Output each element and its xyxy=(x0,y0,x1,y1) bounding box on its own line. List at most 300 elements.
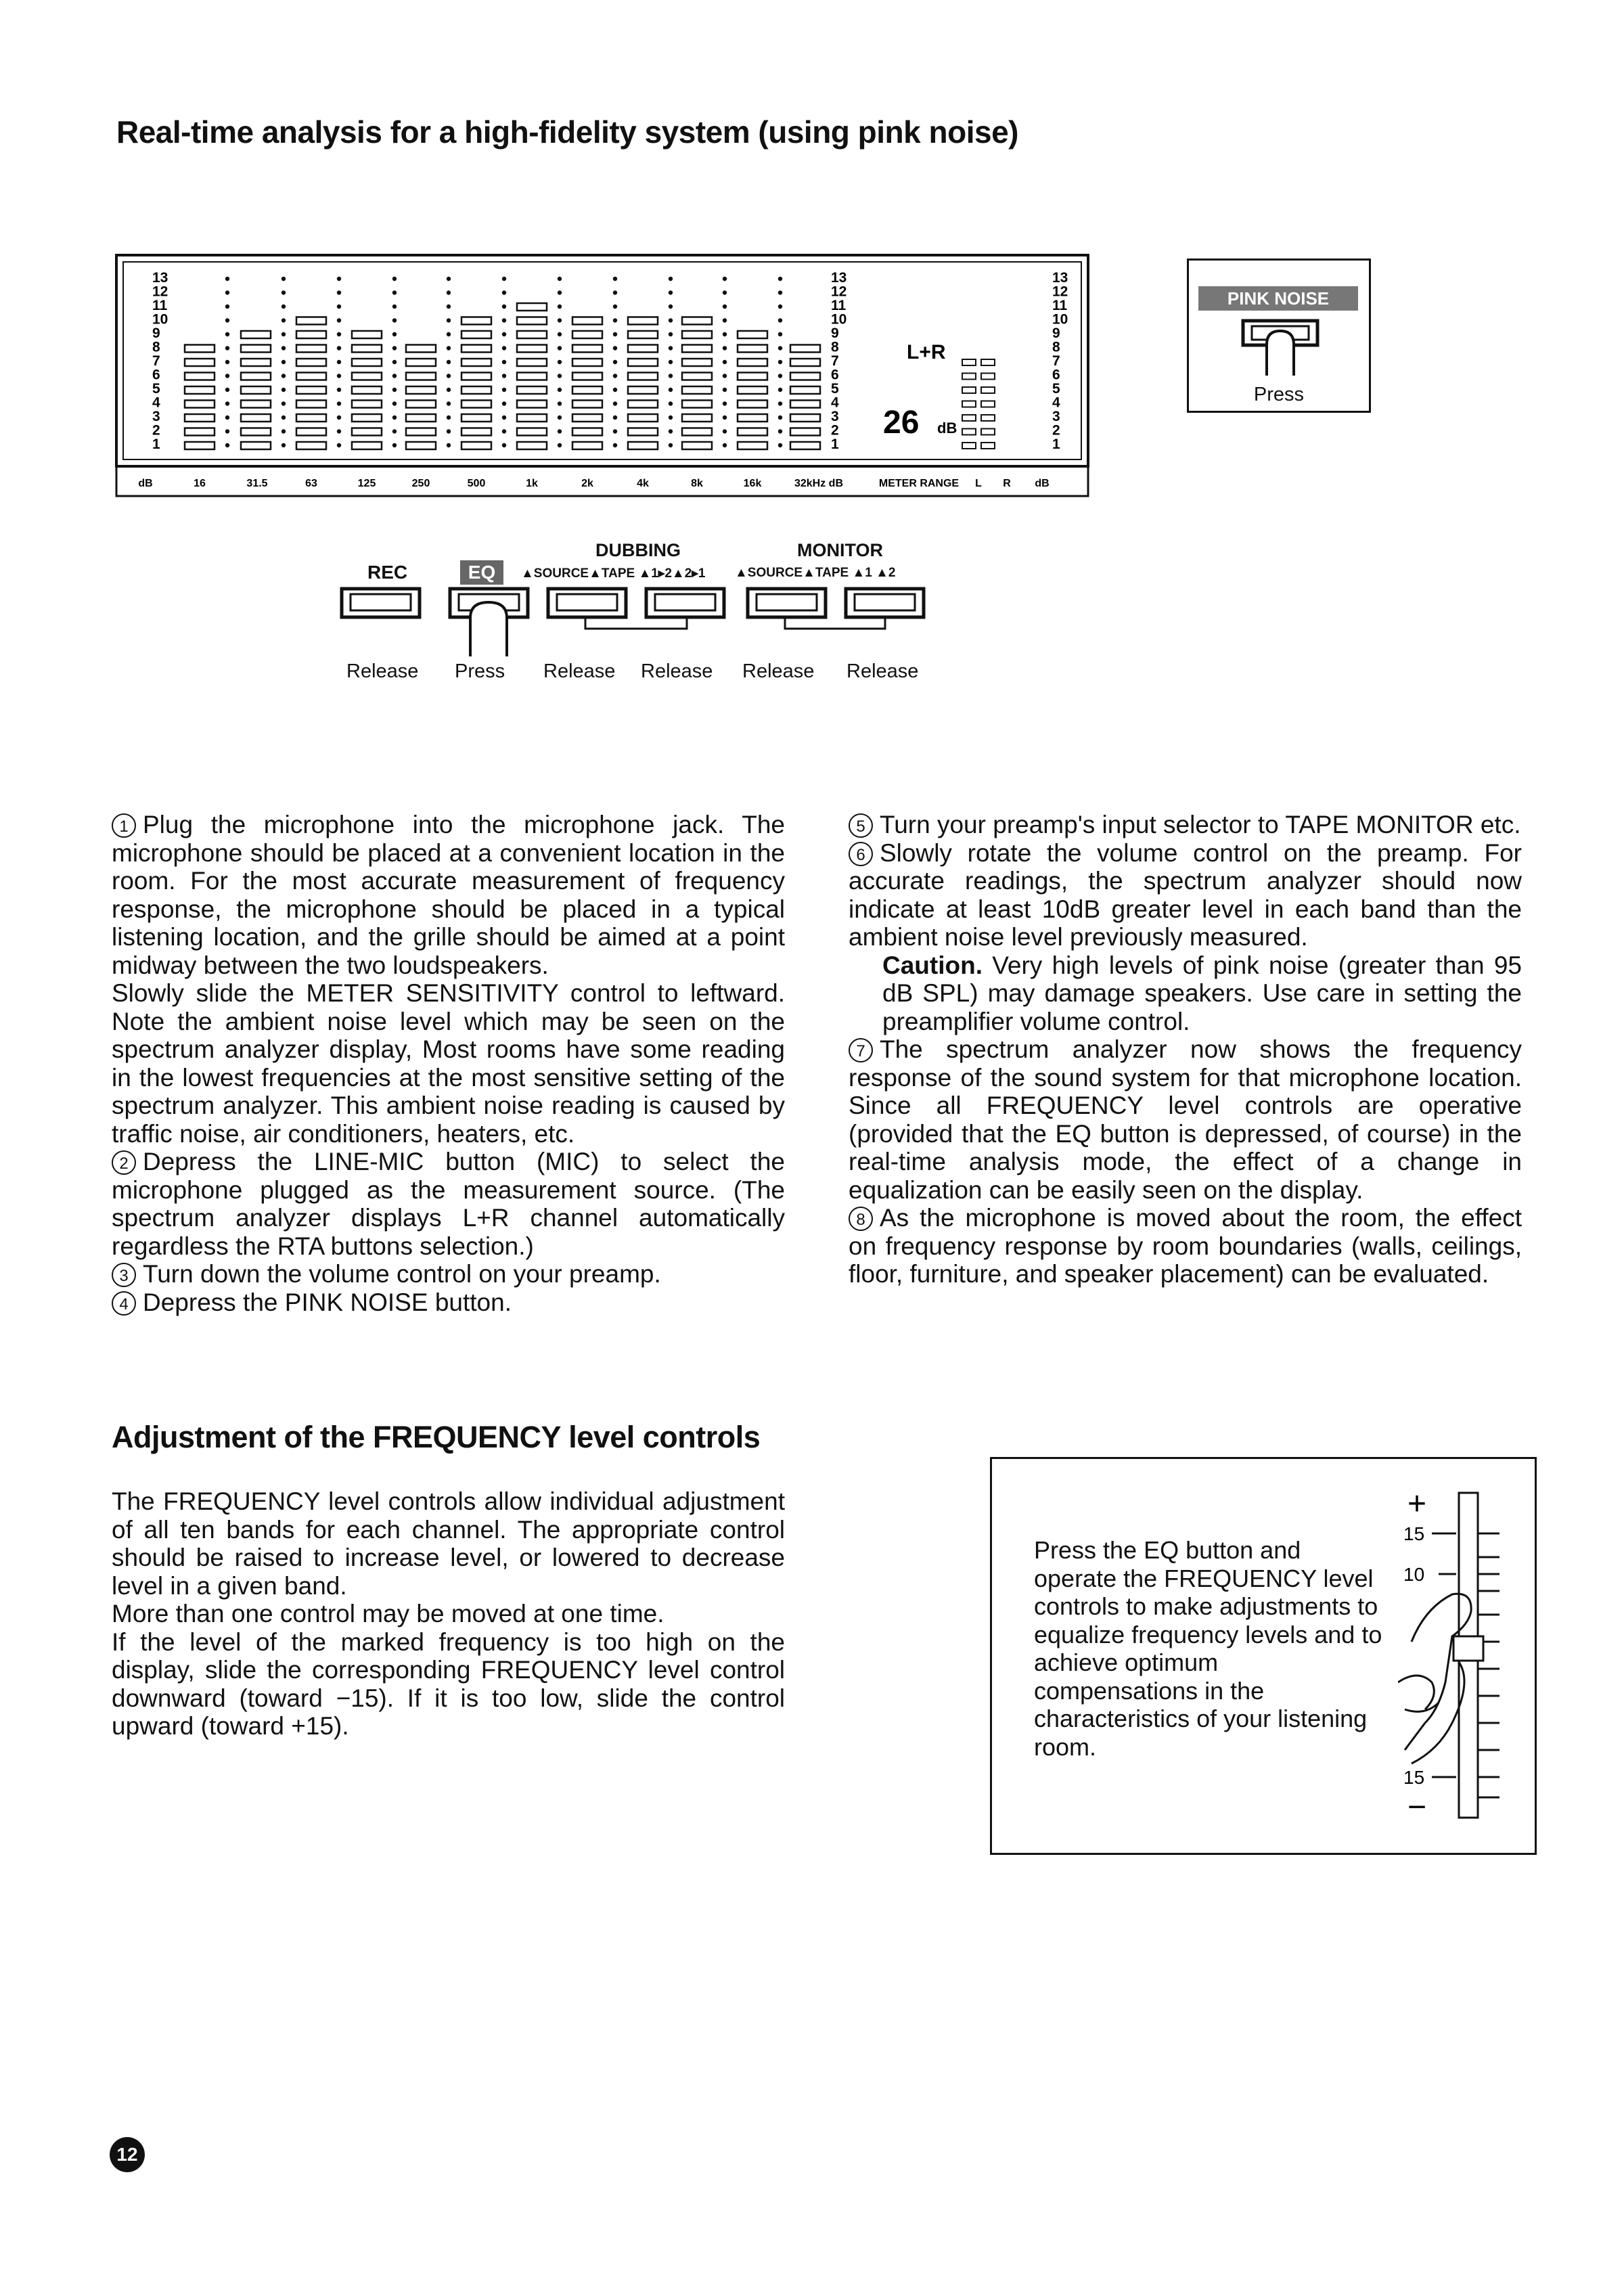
spectrum-grid-dot xyxy=(447,332,451,336)
spectrum-grid-dot xyxy=(558,388,562,392)
spectrum-grid-dot xyxy=(778,429,782,433)
dubbing-label: DUBBING xyxy=(595,540,681,560)
dubbing-source-state: Release xyxy=(543,660,616,682)
level-tick-label: 5 xyxy=(1052,381,1060,397)
spectrum-bar-segment xyxy=(241,401,271,408)
meter-range-segment xyxy=(962,429,976,435)
frequency-label: 2k xyxy=(581,478,593,489)
spectrum-grid-dot xyxy=(669,443,673,447)
spectrum-grid-dot xyxy=(669,388,673,392)
spectrum-bar-segment xyxy=(352,386,382,394)
spectrum-grid-dot xyxy=(502,374,506,378)
level-tick-label: 12 xyxy=(831,284,847,300)
spectrum-grid-dot xyxy=(558,443,562,447)
level-scale-left xyxy=(152,270,168,452)
spectrum-grid-dot xyxy=(778,416,782,420)
level-tick-label: 4 xyxy=(152,395,160,411)
spectrum-grid-dot xyxy=(337,305,341,309)
spectrum-grid-dot xyxy=(778,318,782,322)
meter-range-segment xyxy=(962,401,976,407)
rec-label: REC xyxy=(367,562,408,583)
spectrum-bar-segment xyxy=(185,401,215,408)
level-tick-label: 3 xyxy=(1052,409,1060,424)
spectrum-bar-segment xyxy=(241,428,271,436)
level-tick-label: 10 xyxy=(1052,311,1068,328)
spectrum-bar-segment xyxy=(406,414,436,422)
spectrum-bar-segment xyxy=(682,401,712,408)
spectrum-grid-dot xyxy=(613,277,617,281)
spectrum-grid-dot xyxy=(225,305,229,309)
step-number-5: 5 xyxy=(849,813,873,838)
right-column xyxy=(849,811,1522,1288)
level-tick-label: 7 xyxy=(1052,353,1060,369)
spectrum-bar-segment xyxy=(738,359,767,366)
spectrum-grid-dot xyxy=(613,388,617,392)
spectrum-bar-segment xyxy=(628,414,658,422)
frequency-label: 16 xyxy=(194,478,206,489)
rta-title: Real-time analysis for a high-fidelity system (using pink noise) xyxy=(116,114,1018,150)
level-tick-label: 13 xyxy=(1052,270,1068,286)
spectrum-bar-segment xyxy=(517,345,547,353)
spectrum-grid-dot xyxy=(281,332,286,336)
spectrum-grid-dot xyxy=(392,277,397,281)
bar-layer xyxy=(185,277,995,449)
spectrum-bar-segment xyxy=(682,442,712,449)
spectrum-grid-dot xyxy=(558,290,562,294)
readout-value: 26 xyxy=(883,405,920,441)
step-4: 4 Depress the PINK NOISE button. xyxy=(112,1288,785,1317)
spectrum-bar-segment xyxy=(682,331,712,338)
eq-label: EQ xyxy=(460,560,503,585)
spectrum-grid-dot xyxy=(337,318,341,322)
spectrum-bar-segment xyxy=(406,442,436,449)
level-tick-label: 9 xyxy=(152,325,160,341)
spectrum-grid-dot xyxy=(723,443,727,447)
meter-range-segment xyxy=(962,387,976,393)
spectrum-bar-segment xyxy=(352,401,382,408)
step-3: 3 Turn down the volume control on your preamp. xyxy=(112,1260,785,1288)
spectrum-bar-segment xyxy=(628,373,658,380)
spectrum-grid-dot xyxy=(392,443,397,447)
spectrum-grid-dot xyxy=(337,290,341,294)
spectrum-bar-segment xyxy=(682,317,712,325)
step-number-2: 2 xyxy=(112,1150,136,1175)
spectrum-grid-dot xyxy=(723,360,727,364)
dubbing-tape-button[interactable] xyxy=(646,589,724,617)
spectrum-grid-dot xyxy=(337,401,341,405)
level-tick-label: 5 xyxy=(152,381,160,397)
spectrum-grid-dot xyxy=(337,429,341,433)
spectrum-grid-dot xyxy=(447,305,451,309)
frequency-label: dB xyxy=(138,478,153,489)
spectrum-bar-segment xyxy=(572,442,602,449)
spectrum-grid-dot xyxy=(337,332,341,336)
spectrum-bar-segment xyxy=(241,442,271,449)
spectrum-grid-dot xyxy=(502,429,506,433)
spectrum-grid-dot xyxy=(447,416,451,420)
spectrum-grid-dot xyxy=(613,416,617,420)
level-tick-label: 10 xyxy=(831,311,847,328)
step-7: 7 The spectrum analyzer now shows the frequency response of the sound system for that microphone location. Since all FREQUENCY level controls are operative (provided that the EQ button is depressed, of course) in the real-time analysis mode, the effect of a change in equalization can be easily seen on the display. xyxy=(849,1035,1522,1204)
step-2: 2 Depress the LINE-MIC button (MIC) to select the microphone plugged as the measurement source. (The spectrum analyzer displays L+R channel automatically regardless the RTA buttons selection.) xyxy=(112,1148,785,1260)
monitor-sub-label: ▲SOURCE▲TAPE ▲1 ▲2 xyxy=(735,566,896,580)
spectrum-bar-segment xyxy=(352,442,382,449)
frequency-label: METER RANGE xyxy=(878,478,960,489)
spectrum-grid-dot xyxy=(281,318,286,322)
level-tick-label: 13 xyxy=(152,270,168,286)
step-1: 1 Plug the microphone into the microphone jack. The microphone should be placed at a convenient location in the room. For the most accurate measurement of frequency response, the microphone should be placed in a typical listening location, and the grille should be aimed at a point midway between the two loudspeakers. xyxy=(112,811,785,979)
spectrum-bar-segment xyxy=(790,442,820,449)
spectrum-grid-dot xyxy=(778,401,782,405)
page-number: 12 xyxy=(110,2137,145,2172)
spectrum-bar-segment xyxy=(461,359,491,366)
spectrum-grid-dot xyxy=(613,290,617,294)
spectrum-grid-dot xyxy=(392,401,397,405)
spectrum-grid-dot xyxy=(502,346,506,350)
spectrum-grid-dot xyxy=(558,332,562,336)
spectrum-grid-dot xyxy=(613,401,617,405)
spectrum-grid-dot xyxy=(669,346,673,350)
frequency-label: dB xyxy=(1035,478,1050,489)
spectrum-bar-segment xyxy=(352,428,382,436)
spectrum-grid-dot xyxy=(558,429,562,433)
spectrum-bar-segment xyxy=(572,401,602,408)
spectrum-bar-segment xyxy=(628,317,658,325)
level-tick-label: 7 xyxy=(152,353,160,369)
readout-unit: dB xyxy=(937,420,957,436)
spectrum-bar-segment xyxy=(517,442,547,449)
spectrum-bar-segment xyxy=(185,345,215,353)
rec-button[interactable] xyxy=(342,589,420,617)
spectrum-grid-dot xyxy=(669,277,673,281)
spectrum-bar-segment xyxy=(406,359,436,366)
level-scale-middle xyxy=(831,270,847,452)
spectrum-grid-dot xyxy=(613,374,617,378)
spectrum-bar-segment xyxy=(185,428,215,436)
meter-range-segment xyxy=(962,415,976,421)
spectrum-bar-segment xyxy=(352,359,382,366)
spectrum-grid-dot xyxy=(447,318,451,322)
frequency-label: 8k xyxy=(691,478,703,489)
spectrum-bar-segment xyxy=(296,373,326,380)
spectrum-bar-segment xyxy=(790,373,820,380)
spectrum-grid-dot xyxy=(337,416,341,420)
spectrum-bar-segment xyxy=(296,317,326,325)
rec-button-state: Release xyxy=(346,660,419,682)
spectrum-grid-dot xyxy=(447,290,451,294)
spectrum-grid-dot xyxy=(558,416,562,420)
frequency-label: 31.5 xyxy=(246,478,268,489)
spectrum-bar-segment xyxy=(628,442,658,449)
spectrum-bar-segment xyxy=(682,359,712,366)
spectrum-grid-dot xyxy=(337,346,341,350)
eq-instruction-box xyxy=(990,1457,1537,1855)
spectrum-grid-dot xyxy=(558,374,562,378)
spectrum-grid-dot xyxy=(502,401,506,405)
spectrum-bar-segment xyxy=(790,345,820,353)
spectrum-grid-dot xyxy=(778,346,782,350)
spectrum-grid-dot xyxy=(502,388,506,392)
frequency-label: 32kHz dB xyxy=(794,478,844,489)
fader-illustration xyxy=(1398,1479,1533,1838)
spectrum-grid-dot xyxy=(281,401,286,405)
frequency-label: 1k xyxy=(526,478,538,489)
adjust-p2: More than one control may be moved at one time. xyxy=(112,1600,664,1627)
spectrum-grid-dot xyxy=(392,429,397,433)
spectrum-grid-dot xyxy=(337,374,341,378)
spectrum-bar-segment xyxy=(738,414,767,422)
spectrum-grid-dot xyxy=(613,443,617,447)
spectrum-bar-segment xyxy=(461,373,491,380)
spectrum-grid-dot xyxy=(558,360,562,364)
level-tick-label: 4 xyxy=(1052,395,1060,411)
spectrum-bar-segment xyxy=(185,414,215,422)
pink-noise-button[interactable] xyxy=(1240,317,1321,378)
level-tick-label: 9 xyxy=(831,325,839,341)
level-tick-label: 6 xyxy=(1052,367,1060,383)
step-6: 6 Slowly rotate the volume control on the preamp. For accurate readings, the spectrum analyzer should now indicate at least 10dB greater level in each band than the ambient noise level previously measured. xyxy=(849,838,1522,951)
spectrum-grid-dot xyxy=(225,360,229,364)
spectrum-bar-segment xyxy=(572,428,602,436)
spectrum-bar-segment xyxy=(296,331,326,338)
scale-15-top: 15 xyxy=(1403,1523,1425,1544)
spectrum-bar-segment xyxy=(185,386,215,394)
step-number-6: 6 xyxy=(849,842,873,866)
spectrum-grid-dot xyxy=(669,305,673,309)
spectrum-bar-segment xyxy=(517,386,547,394)
spectrum-grid-dot xyxy=(281,416,286,420)
spectrum-bar-segment xyxy=(517,317,547,325)
spectrum-grid-dot xyxy=(392,332,397,336)
step-8: 8 As the microphone is moved about the room, the effect on frequency response by room boundaries (walls, ceilings, floor, furniture, and speaker placement) can be evaluated. xyxy=(849,1204,1522,1288)
monitor-source-button[interactable] xyxy=(748,589,826,617)
spectrum-grid-dot xyxy=(778,388,782,392)
spectrum-grid-dot xyxy=(723,318,727,322)
spectrum-grid-dot xyxy=(447,443,451,447)
level-tick-label: 13 xyxy=(831,270,847,286)
level-tick-label: 2 xyxy=(831,422,839,439)
spectrum-grid-dot xyxy=(225,401,229,405)
spectrum-grid-dot xyxy=(225,346,229,350)
spectrum-bar-segment xyxy=(241,359,271,366)
level-scale-right xyxy=(1052,270,1068,452)
spectrum-bar-segment xyxy=(572,373,602,380)
frequency-label: 250 xyxy=(411,478,430,489)
spectrum-grid-dot xyxy=(613,332,617,336)
spectrum-grid-dot xyxy=(502,332,506,336)
meter-range-segment xyxy=(981,429,995,435)
caution: Caution. Very high levels of pink noise (greater than 95 dB SPL) may damage speakers. Use care in setting the preamplifier volume control. xyxy=(882,951,1522,1035)
level-tick-label: 11 xyxy=(831,298,847,313)
spectrum-bar-segment xyxy=(572,359,602,366)
spectrum-grid-dot xyxy=(502,277,506,281)
spectrum-grid-dot xyxy=(502,443,506,447)
spectrum-bar-segment xyxy=(241,386,271,394)
spectrum-grid-dot xyxy=(337,360,341,364)
meter-range-segment xyxy=(962,374,976,380)
spectrum-bar-segment xyxy=(682,345,712,353)
spectrum-bar-segment xyxy=(461,345,491,353)
spectrum-bar-segment xyxy=(572,414,602,422)
spectrum-bar-segment xyxy=(790,386,820,394)
meter-range-segment xyxy=(962,443,976,449)
spectrum-grid-dot xyxy=(669,332,673,336)
spectrum-grid-dot xyxy=(337,443,341,447)
spectrum-grid-dot xyxy=(392,374,397,378)
scale-plus: + xyxy=(1407,1486,1427,1522)
spectrum-grid-dot xyxy=(281,360,286,364)
adjust-text xyxy=(112,1487,785,1741)
level-tick-label: 2 xyxy=(1052,422,1060,439)
spectrum-grid-dot xyxy=(447,346,451,350)
frequency-label: L xyxy=(975,478,982,489)
spectrum-grid-dot xyxy=(502,318,506,322)
spectrum-bar-segment xyxy=(296,386,326,394)
spectrum-bar-segment xyxy=(682,386,712,394)
level-tick-label: 1 xyxy=(831,436,839,452)
spectrum-bar-segment xyxy=(461,386,491,394)
spectrum-grid-dot xyxy=(613,318,617,322)
step-number-8: 8 xyxy=(849,1207,873,1231)
spectrum-bar-segment xyxy=(628,428,658,436)
spectrum-grid-dot xyxy=(778,290,782,294)
spectrum-grid-dot xyxy=(613,429,617,433)
left-column xyxy=(112,811,785,1316)
level-tick-label: 9 xyxy=(1052,325,1060,341)
spectrum-grid-dot xyxy=(723,401,727,405)
monitor-label: MONITOR xyxy=(797,540,883,560)
spectrum-bar-segment xyxy=(352,345,382,353)
spectrum-grid-dot xyxy=(225,429,229,433)
spectrum-bar-segment xyxy=(517,303,547,311)
level-tick-label: 7 xyxy=(831,353,839,369)
spectrum-bar-segment xyxy=(241,345,271,353)
frequency-labels xyxy=(138,478,1049,489)
meter-range-segment xyxy=(981,359,995,365)
level-tick-label: 3 xyxy=(152,409,160,424)
spectrum-grid-dot xyxy=(723,305,727,309)
meter-range-segment xyxy=(981,374,995,380)
spectrum-grid-dot xyxy=(281,290,286,294)
level-tick-label: 5 xyxy=(831,381,839,397)
spectrum-bar-segment xyxy=(572,317,602,325)
eq-instruction-text: Press the EQ button and operate the FREQUENCY level controls to make adjustments to equalize frequency levels and to achieve optimum compensations in the characteristics of your listening room. xyxy=(1034,1536,1382,1761)
meter-range-segment xyxy=(981,387,995,393)
spectrum-grid-dot xyxy=(392,388,397,392)
spectrum-bar-segment xyxy=(517,373,547,380)
level-tick-label: 6 xyxy=(152,367,160,383)
spectrum-grid-dot xyxy=(281,277,286,281)
spectrum-bar-segment xyxy=(185,442,215,449)
spectrum-grid-dot xyxy=(281,443,286,447)
spectrum-grid-dot xyxy=(558,305,562,309)
spectrum-grid-dot xyxy=(447,388,451,392)
spectrum-grid-dot xyxy=(281,374,286,378)
spectrum-grid-dot xyxy=(225,277,229,281)
spectrum-bar-segment xyxy=(296,359,326,366)
spectrum-display xyxy=(115,254,1089,497)
spectrum-bar-segment xyxy=(296,442,326,449)
level-tick-label: 12 xyxy=(152,284,168,300)
dubbing-sub-label: ▲SOURCE▲TAPE ▲1▸2▲2▸1 xyxy=(521,566,706,581)
spectrum-bar-segment xyxy=(517,401,547,408)
frequency-label: 125 xyxy=(357,478,376,489)
spectrum-grid-dot xyxy=(723,388,727,392)
spectrum-bar-segment xyxy=(790,359,820,366)
spectrum-grid-dot xyxy=(723,277,727,281)
spectrum-grid-dot xyxy=(392,305,397,309)
spectrum-grid-dot xyxy=(558,318,562,322)
spectrum-grid-dot xyxy=(225,332,229,336)
spectrum-grid-dot xyxy=(778,305,782,309)
spectrum-bar-segment xyxy=(682,373,712,380)
level-tick-label: 1 xyxy=(152,436,160,452)
scale-15-bottom: 15 xyxy=(1403,1767,1425,1788)
level-tick-label: 6 xyxy=(831,367,839,383)
pink-noise-label: PINK NOISE xyxy=(1198,286,1358,311)
spectrum-bar-segment xyxy=(628,359,658,366)
meter-range-segment xyxy=(981,401,995,407)
level-tick-label: 8 xyxy=(831,339,839,355)
meter-range-segment xyxy=(981,443,995,449)
spectrum-bar-segment xyxy=(296,345,326,353)
spectrum-bar-segment xyxy=(296,428,326,436)
spectrum-grid-dot xyxy=(447,374,451,378)
spectrum-grid-dot xyxy=(447,277,451,281)
spectrum-bar-segment xyxy=(461,317,491,325)
spectrum-bar-segment xyxy=(682,428,712,436)
spectrum-grid-dot xyxy=(392,360,397,364)
spectrum-bar-segment xyxy=(461,442,491,449)
step-5: 5 Turn your preamp's input selector to TAPE MONITOR etc. xyxy=(849,811,1522,839)
spectrum-bar-segment xyxy=(406,373,436,380)
spectrum-bar-segment xyxy=(572,386,602,394)
spectrum-bar-segment xyxy=(241,414,271,422)
spectrum-bar-segment xyxy=(628,386,658,394)
spectrum-grid-dot xyxy=(669,401,673,405)
level-tick-label: 4 xyxy=(831,395,839,411)
meter-range-segment xyxy=(962,359,976,365)
spectrum-grid-dot xyxy=(502,416,506,420)
step-number-3: 3 xyxy=(112,1263,136,1287)
spectrum-bar-segment xyxy=(517,428,547,436)
fader-knob xyxy=(1453,1636,1483,1661)
spectrum-bar-segment xyxy=(517,331,547,338)
spectrum-grid-dot xyxy=(558,277,562,281)
spectrum-grid-dot xyxy=(558,401,562,405)
spectrum-bar-segment xyxy=(738,345,767,353)
spectrum-bar-segment xyxy=(517,414,547,422)
spectrum-bar-segment xyxy=(790,401,820,408)
spectrum-bar-segment xyxy=(406,428,436,436)
meter-range-segment xyxy=(981,415,995,421)
spectrum-bar-segment xyxy=(241,373,271,380)
spectrum-grid-dot xyxy=(669,360,673,364)
level-tick-label: 11 xyxy=(1052,298,1068,313)
adjust-title: Adjustment of the FREQUENCY level controls xyxy=(112,1420,761,1454)
spectrum-bar-segment xyxy=(517,359,547,366)
spectrum-bar-segment xyxy=(738,428,767,436)
monitor-tape-button[interactable] xyxy=(846,589,924,617)
level-tick-label: 2 xyxy=(152,422,160,439)
spectrum-grid-dot xyxy=(778,332,782,336)
spectrum-grid-dot xyxy=(778,374,782,378)
spectrum-bar-segment xyxy=(738,331,767,338)
eq-button-state: Press xyxy=(455,660,505,682)
scale-10: 10 xyxy=(1403,1564,1425,1585)
spectrum-bar-segment xyxy=(738,373,767,380)
dubbing-source-button[interactable] xyxy=(548,589,626,617)
